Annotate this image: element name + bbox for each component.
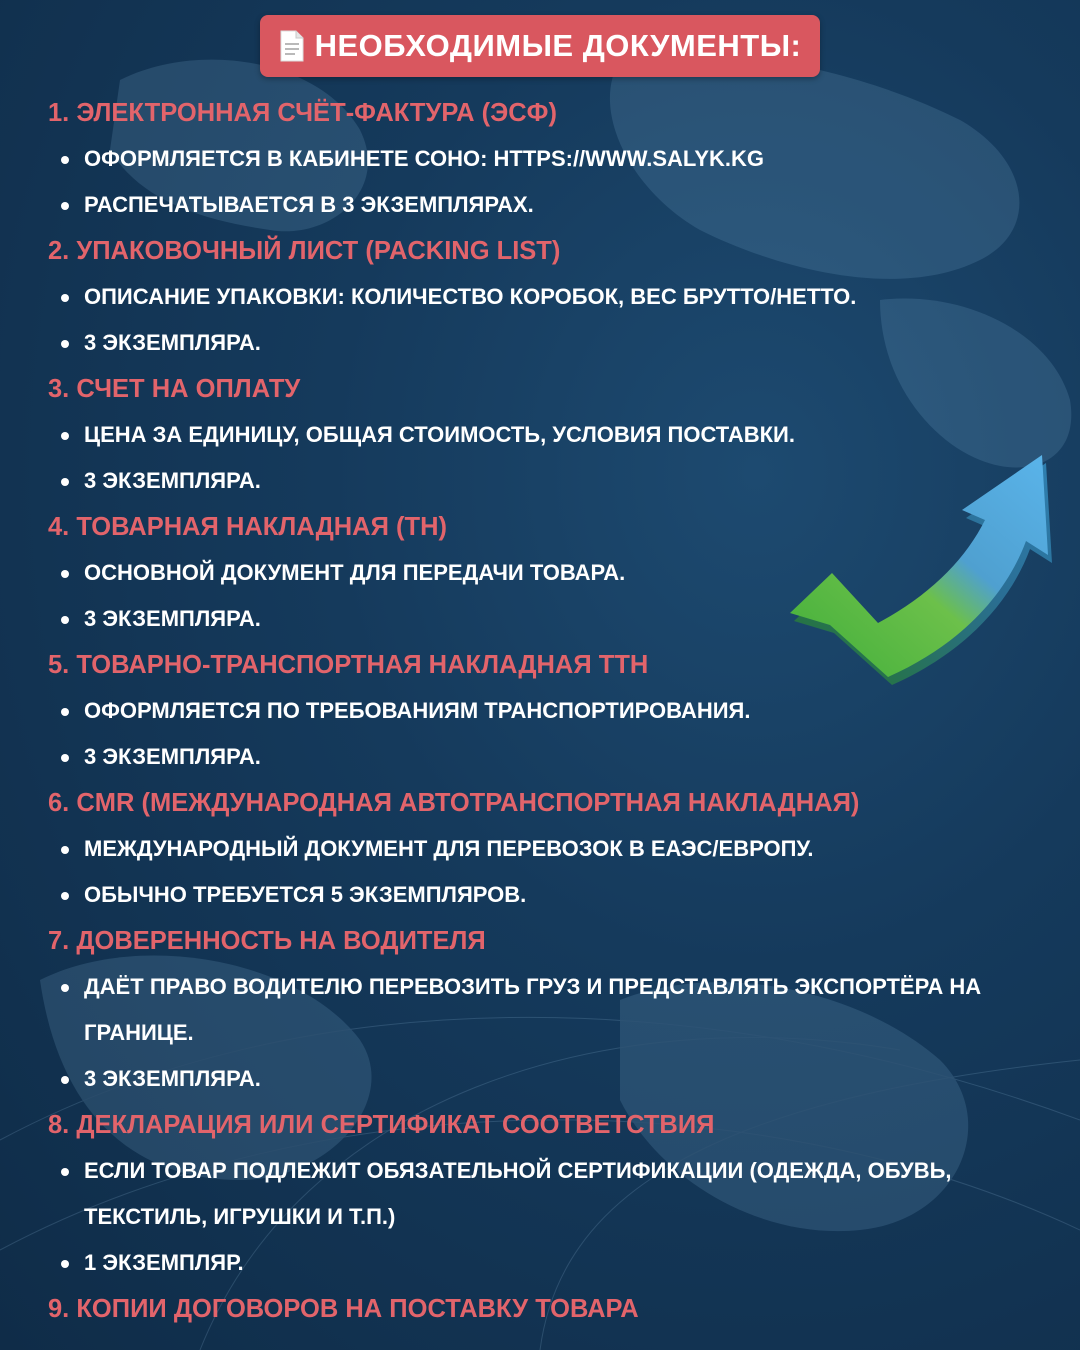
bullet-item: ОСНОВНОЙ ДОКУМЕНТ ДЛЯ ПЕРЕДАЧИ ТОВАРА. (48, 550, 1058, 596)
page-title: НЕОБХОДИМЫЕ ДОКУМЕНТЫ: (314, 28, 802, 63)
bullet-item: 3 ЭКЗЕМПЛЯРА. (48, 320, 1058, 366)
bullet-item: ОФОРМЛЯЕТСЯ ПО ТРЕБОВАНИЯМ ТРАНСПОРТИРОВАНИЯ. (48, 688, 1058, 734)
document-heading: 7. ДОВЕРЕННОСТЬ НА ВОДИТЕЛЯ (48, 927, 486, 955)
document-icon (279, 30, 305, 62)
document-heading: 8. ДЕКЛАРАЦИЯ ИЛИ СЕРТИФИКАТ СООТВЕТСТВИЯ (48, 1111, 715, 1139)
bullet-list (48, 964, 1058, 1102)
document-section (48, 1102, 1058, 1286)
bullet-list (48, 1148, 1058, 1286)
document-heading: 3. СЧЕТ НА ОПЛАТУ (48, 375, 301, 403)
document-heading: 6. CMR (МЕЖДУНАРОДНАЯ АВТОТРАНСПОРТНАЯ НАКЛАДНАЯ) (48, 789, 860, 817)
document-heading: 1. ЭЛЕКТРОННАЯ СЧЁТ-ФАКТУРА (ЭСФ) (48, 99, 557, 127)
document-list (48, 90, 1058, 1332)
bullet-list (48, 826, 1058, 918)
document-heading: 4. ТОВАРНАЯ НАКЛАДНАЯ (ТН) (48, 513, 447, 541)
bullet-list (48, 688, 1058, 780)
bullet-item: 3 ЭКЗЕМПЛЯРА. (48, 596, 1058, 642)
document-section (48, 1286, 1058, 1332)
bullet-item: ОБЫЧНО ТРЕБУЕТСЯ 5 ЭКЗЕМПЛЯРОВ. (48, 872, 1058, 918)
bullet-item: ЕСЛИ ТОВАР ПОДЛЕЖИТ ОБЯЗАТЕЛЬНОЙ СЕРТИФИКАЦИИ (ОДЕЖДА, ОБУВЬ, ТЕКСТИЛЬ, ИГРУШКИ И Т.П.) (48, 1148, 1058, 1240)
bullet-item: 3 ЭКЗЕМПЛЯРА. (48, 734, 1058, 780)
bullet-item: 3 ЭКЗЕМПЛЯРА. (48, 1056, 1058, 1102)
bullet-item: ЦЕНА ЗА ЕДИНИЦУ, ОБЩАЯ СТОИМОСТЬ, УСЛОВИЯ ПОСТАВКИ. (48, 412, 1058, 458)
document-section (48, 90, 1058, 228)
bullet-list (48, 136, 1058, 228)
growth-arrow-icon (780, 445, 1060, 685)
bullet-item: 3 ЭКЗЕМПЛЯРА. (48, 458, 1058, 504)
document-section (48, 780, 1058, 918)
document-section (48, 228, 1058, 366)
bullet-item: 1 ЭКЗЕМПЛЯР. (48, 1240, 1058, 1286)
bullet-item: ОФОРМЛЯЕТСЯ В КАБИНЕТЕ СОНО: HTTPS://WWW.SALYK.KG (48, 136, 1058, 182)
bullet-item: ДАЁТ ПРАВО ВОДИТЕЛЮ ПЕРЕВОЗИТЬ ГРУЗ И ПРЕДСТАВЛЯТЬ ЭКСПОРТЁРА НА ГРАНИЦЕ. (48, 964, 1058, 1056)
document-heading: 9. КОПИИ ДОГОВОРОВ НА ПОСТАВКУ ТОВАРА (48, 1295, 639, 1323)
document-section (48, 918, 1058, 1102)
bullet-list (48, 274, 1058, 366)
bullet-item: РАСПЕЧАТЫВАЕТСЯ В 3 ЭКЗЕМПЛЯРАХ. (48, 182, 1058, 228)
document-heading: 2. УПАКОВОЧНЫЙ ЛИСТ (PACKING LIST) (48, 237, 561, 265)
bullet-item: МЕЖДУНАРОДНЫЙ ДОКУМЕНТ ДЛЯ ПЕРЕВОЗОК В ЕАЭС/ЕВРОПУ. (48, 826, 1058, 872)
document-heading: 5. ТОВАРНО-ТРАНСПОРТНАЯ НАКЛАДНАЯ ТТН (48, 651, 649, 679)
bullet-item: ОПИСАНИЕ УПАКОВКИ: КОЛИЧЕСТВО КОРОБОК, ВЕС БРУТТО/НЕТТО. (48, 274, 1058, 320)
header-banner (260, 15, 820, 77)
